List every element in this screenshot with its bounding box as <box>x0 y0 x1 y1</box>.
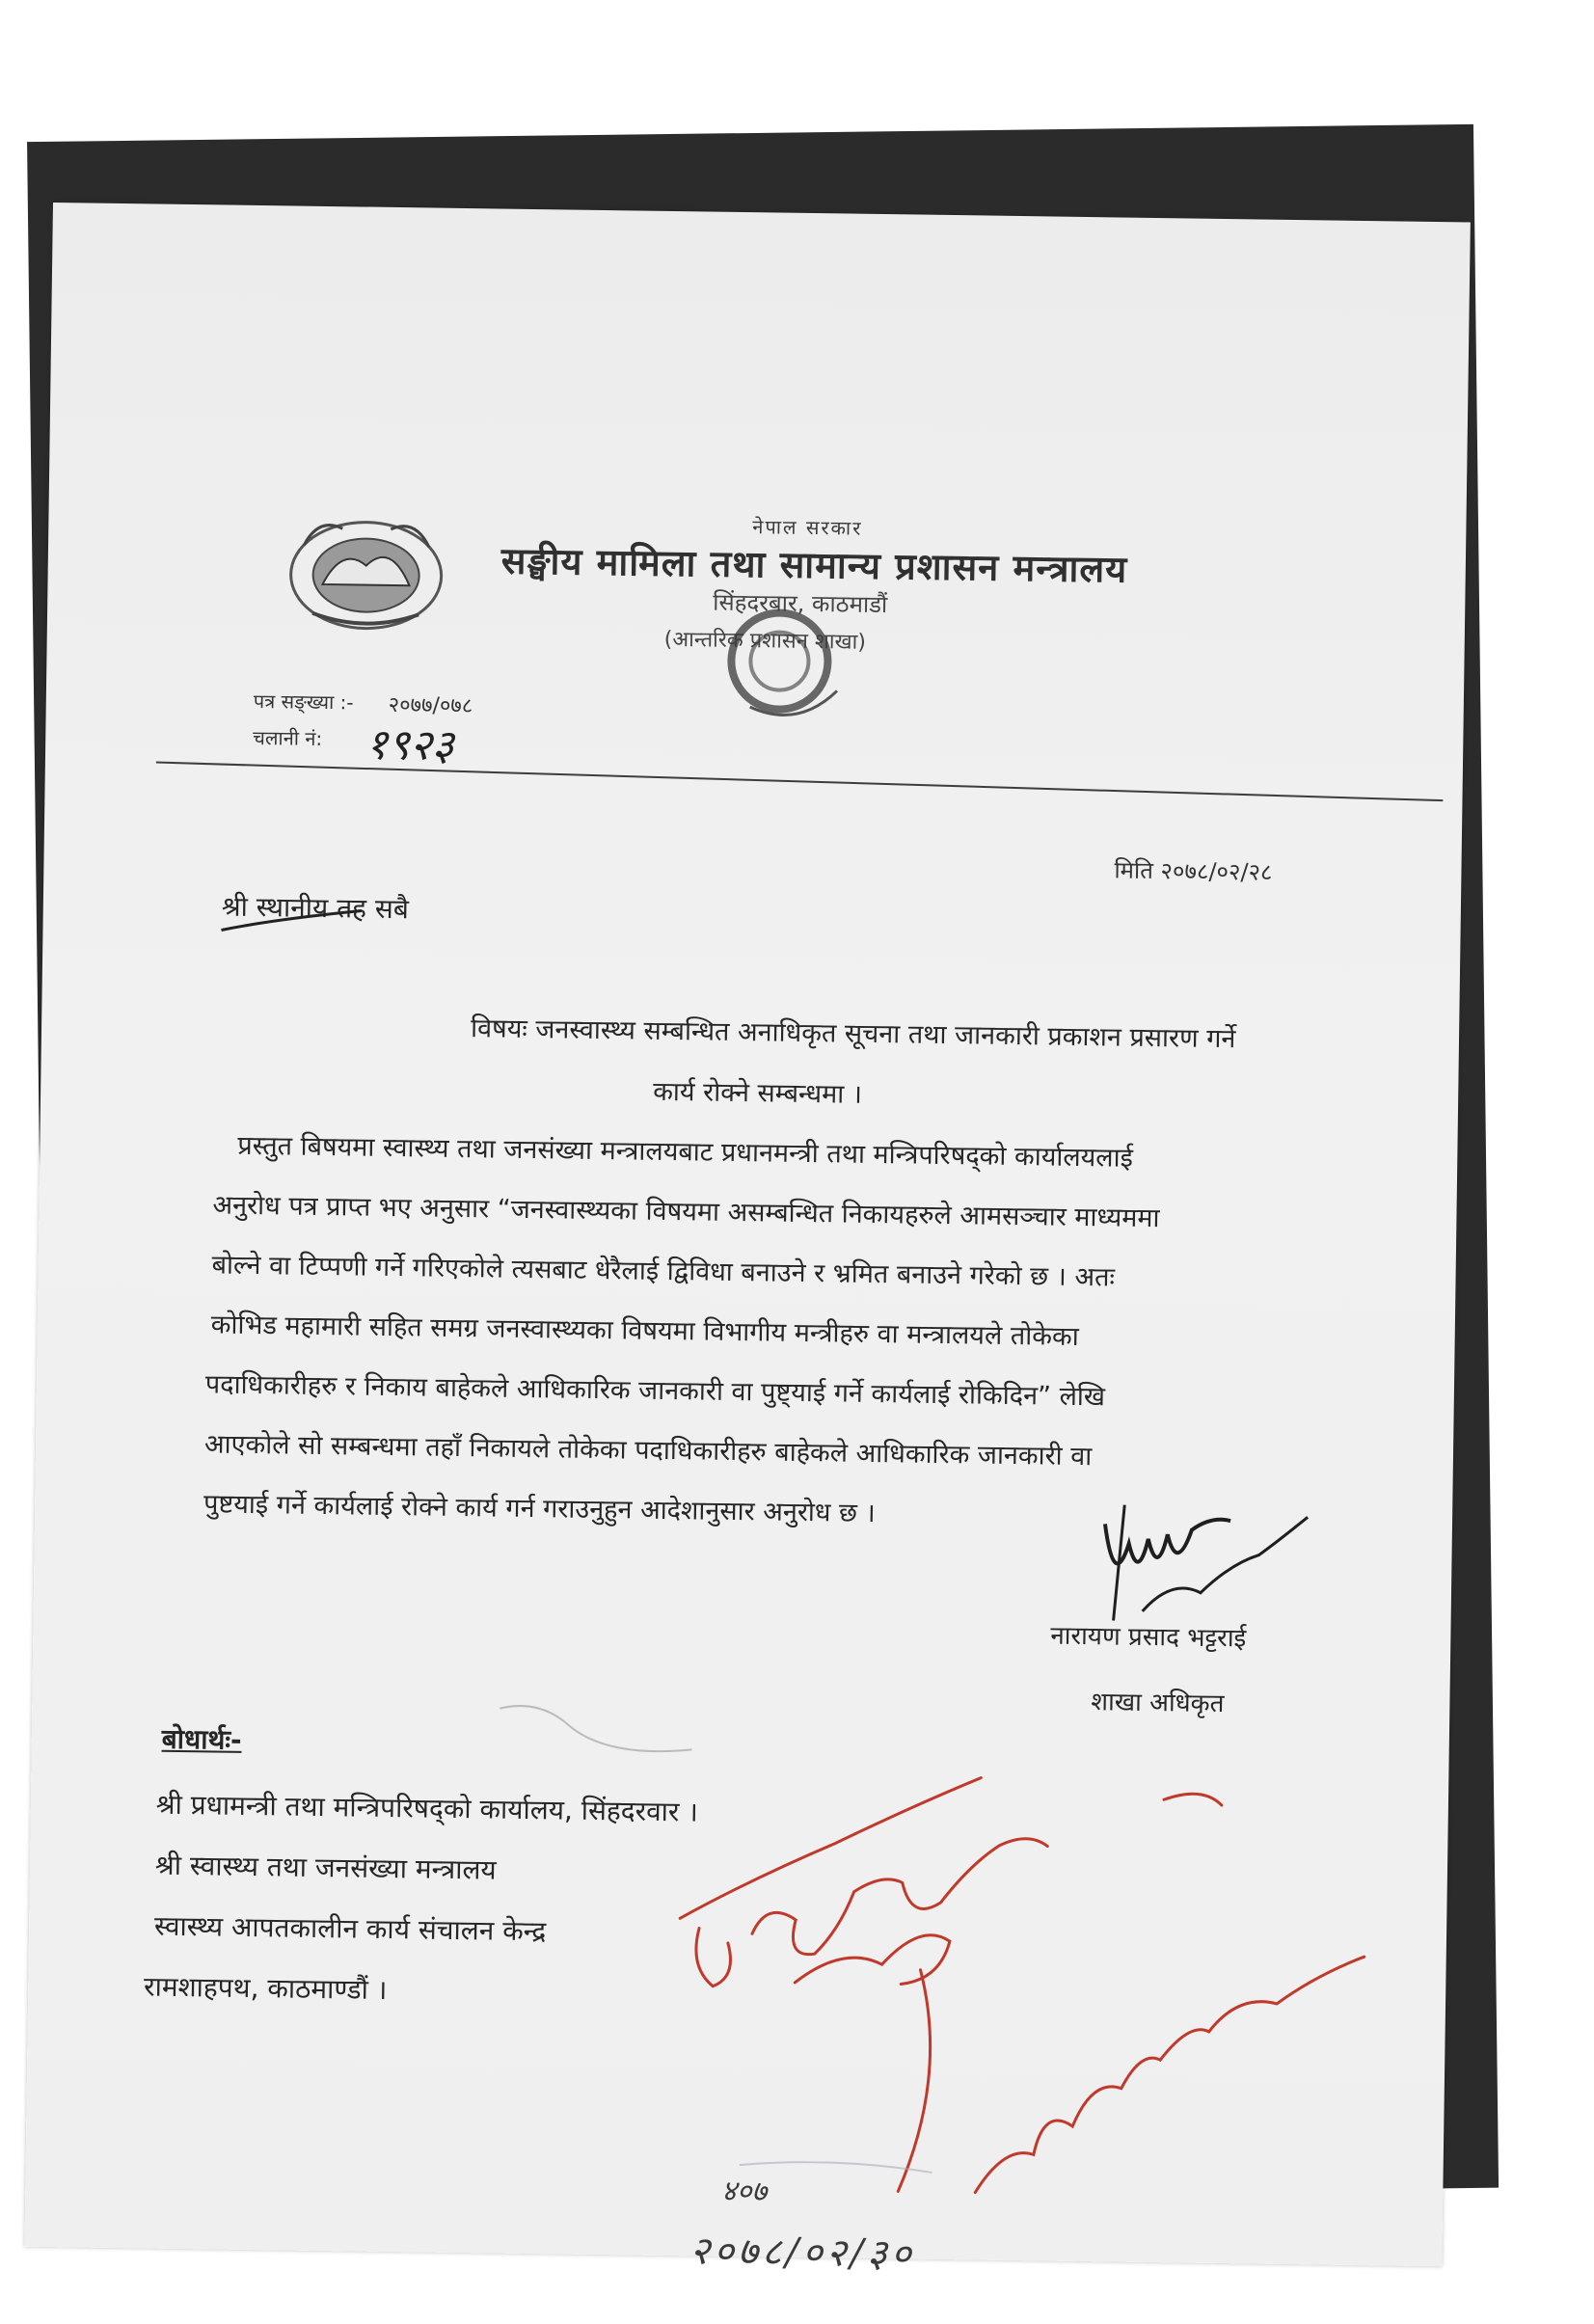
letter-date: मिति २०७८/०२/२८ <box>1114 856 1273 886</box>
cc-label: बोधार्थः- <box>161 1722 242 1756</box>
addressee-pen-mark-icon <box>216 901 371 941</box>
receipt-stamp-number: ४०७ <box>721 2174 768 2209</box>
branch-name: (आन्तरिक प्रशासन शाखा) <box>663 627 867 655</box>
body-line: कोभिड महामारी सहित समग्र जनस्वास्थ्यका विषयमा विभागीय मन्त्रीहरु वा मन्त्रालयले तोकेका <box>210 1310 1079 1352</box>
body-line: पदाधिकारीहरु र निकाय बाहेकले आधिकारिक जानकारी वा पुष्ट्याई गर्ने कार्यलाई रोकिदिन” लेखि <box>204 1369 1106 1413</box>
ministry-name: सङ्घीय मामिला तथा सामान्य प्रशासन मन्त्रालय <box>500 539 1128 591</box>
body-line: पुष्टयाई गर्ने कार्यलाई रोक्ने कार्य गर्न गराउनुहुन आदेशानुसार अनुरोध छ । <box>203 1489 877 1529</box>
addressee: श्री स्थानीय तह सबै <box>221 890 410 926</box>
letter-number-label: पत्र सङ्ख्या :- <box>253 689 354 715</box>
header-divider <box>156 762 1443 802</box>
subject-line-1: विषयः जनस्वास्थ्य सम्बन्धित अनाधिकृत सूचना तथा जानकारी प्रकाशन प्रसारण गर्ने <box>470 1013 1236 1055</box>
body-line: प्रस्तुत बिषयमा स्वास्थ्य तथा जनसंख्या मन्त्रालयबाट प्रधानमन्त्री तथा मन्त्रिपरिषद्को कार्यालयलाई <box>237 1130 1134 1174</box>
signatory-title: शाखा अधिकृत <box>1091 1688 1225 1719</box>
body-line: बोल्ने वा टिप्पणी गर्ने गरिएकोले त्यसबाट धेरैलाई द्विविधा बनाउने र भ्रमित बनाउने गरेको छ । अतः <box>211 1250 1116 1293</box>
cc-line: श्री प्रधामन्त्री तथा मन्त्रिपरिषद्को कार्यालय, सिंहदरवार । <box>155 1788 699 1828</box>
nepal-emblem-icon <box>284 506 449 634</box>
office-location: सिंहदरबार, काठमाडौं <box>713 588 888 619</box>
cc-line: रामशाहपथ, काठमाण्डौं । <box>143 1970 388 2007</box>
dispatch-number-label: चलानी नं: <box>253 725 323 750</box>
letter-page <box>24 203 1470 2277</box>
body-line: अनुरोध पत्र प्राप्त भए अनुसार “जनस्वास्थ्यका विषयमा असम्बन्धित निकायहरुले आमसञ्चार माध्यममा <box>212 1190 1160 1234</box>
government-label: नेपाल सरकार <box>752 515 863 540</box>
cc-line: श्री स्वास्थ्य तथा जनसंख्या मन्त्रालय <box>154 1849 497 1886</box>
signatory-name: नारायण प्रसाद भट्टराई <box>1050 1621 1247 1654</box>
official-seal-icon <box>711 593 857 740</box>
subject-line-2: कार्य रोक्ने सम्बन्धमा । <box>652 1076 863 1110</box>
letter-number-value: २०७७/०७८ <box>388 692 473 719</box>
dispatch-number-value: १९२३ <box>365 719 455 770</box>
signature-icon <box>1084 1485 1327 1633</box>
body-line: आएकोले सो सम्बन्धमा तहाँ निकायले तोकेका पदाधिकारीहरु बाहेकले आधिकारिक जानकारी वा <box>203 1429 1093 1473</box>
receipt-stamp-date: २०७८/०२/३० <box>689 2229 916 2277</box>
cc-line: स्वास्थ्य आपतकालीन कार्य संचालन केन्द्र <box>153 1909 547 1948</box>
